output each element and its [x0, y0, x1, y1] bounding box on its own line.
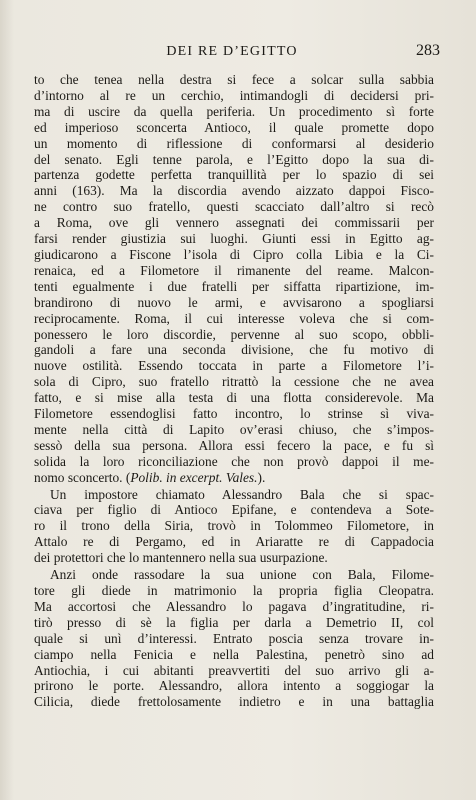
text-line: gandoli a fare una seconda divisione, che fu motivo di	[34, 342, 434, 358]
body-text	[34, 72, 434, 710]
text-line: Attalo re di Pergamo, ed in Ariaratte re di Cappadocia	[34, 534, 434, 550]
paragraph-2	[34, 487, 434, 567]
text-fragment: nomo sconcerto. (	[34, 469, 131, 485]
text-line: ciampo nella Fenicia e nella Palestina, penetrò sino ad	[34, 646, 434, 662]
text-line: Ma accortosi che Alessandro lo pagava d’ingratitudine, ri-	[34, 598, 434, 614]
text-line: mente nella città di Lapito ov’erasi chiuso, che s’impos-	[34, 421, 434, 437]
text-line: ma di uscire da quella periferia. Un procedimento sì forte	[34, 103, 434, 119]
text-line: fatto, e si mise alla testa di una flotta considerevole. Ma	[34, 390, 434, 406]
text-line: ed imperioso sconcerta Antioco, il quale promette dopo	[34, 119, 434, 135]
text-line: Filometore essendoglisi fatto incontro, lo strinse sì viva-	[34, 406, 434, 422]
text-line: ne contro suo fratello, questi scacciato dall’altro si recò	[34, 199, 434, 215]
citation-close: ).	[257, 469, 266, 485]
text-line: partenza godette perfetta tranquillità per lo spazio di sei	[34, 167, 434, 183]
citation: Polib. in excerpt. Vales.	[130, 469, 258, 485]
text-line: reciprocamente. Roma, il cui interesse voleva che si com-	[34, 310, 434, 326]
text-line: sessò della sua persona. Allora essi fecero la pace, e fu sì	[34, 437, 434, 453]
text-line: a Roma, ove gli vennero assegnati dei commissarii per	[34, 215, 434, 231]
page-header	[24, 42, 440, 64]
text-line: tirò presso di sè la figlia per darla a Demetrio II, col	[34, 614, 434, 630]
text-line: solida la loro riconciliazione che non provò dappoi il me-	[34, 453, 434, 469]
text-line: sola di Cipro, suo fratello ritrattò la cessione che ne avea	[34, 374, 434, 390]
text-line: farsi render giustizia sui luoghi. Giunti essi in Egitto ag-	[34, 231, 434, 247]
text-line: tore gli diede in matrimonio la propria figlia Cleopatra.	[34, 583, 434, 598]
text-line: ciava per figlio di Antioco Epifane, e contendeva a Sote-	[34, 502, 434, 518]
text-line: ro il trono della Siria, trovò in Tolommeo Filometore, in	[34, 518, 434, 534]
text-line: Anzi onde rassodare la sua unione con Bala, Filome-	[50, 567, 434, 583]
text-line: anni (163). Ma la discordia avendo aizzato dappoi Fisco-	[34, 183, 434, 199]
running-title: DEI RE D’EGITTO	[166, 44, 298, 59]
text-line: quale si unì d’interessi. Entrato poscia senza trovare in-	[34, 630, 434, 646]
text-line: dei protettori che lo mantennero nella sua usurpazione.	[34, 550, 328, 566]
text-line: un momento di riflessione di conformarsi al desiderio	[34, 135, 434, 151]
text-line: tenti egualmente i due fratelli per siffatta ripartizione, im-	[34, 278, 434, 294]
text-line: prirono le porte. Alessandro, allora intento a soggiogar la	[34, 678, 434, 694]
text-line: ponessero le loro discordie, pervenne al suo scopo, obbli-	[34, 326, 434, 342]
text-line: Antiochia, i cui abitanti preavvertiti del suo arrivo gli a-	[34, 662, 434, 678]
text-line: d’intorno al re un cerchio, intimandogli di decidersi pri-	[34, 87, 434, 103]
text-line: Cilicia, diede frettolosamente indietro e in una battaglia	[34, 694, 434, 710]
text-line-with-citation	[34, 470, 434, 486]
text-line: to che tenea nella destra si fece a solcar sulla sabbia	[34, 72, 434, 87]
text-line: brandirono di nuovo le armi, e avvisarono a spogliarsi	[34, 294, 434, 310]
text-line: del senato. Egli tenne parola, e l’Egitto dopo la sua di-	[34, 151, 434, 167]
text-line: Un impostore chiamato Alessandro Bala che si spac-	[50, 486, 434, 502]
paragraph-3	[34, 567, 434, 710]
text-line: giudicarono a Fiscone l’isola di Cipro colla Libia e la Ci-	[34, 246, 434, 262]
page-number: 283	[416, 42, 440, 59]
paragraph-1	[34, 72, 434, 486]
text-line: nuove ostilità. Essendo toccata in parte a Filometore l’i-	[34, 358, 434, 374]
text-line: renaica, ed a Filometore il rimanente del reame. Malcon-	[34, 262, 434, 278]
